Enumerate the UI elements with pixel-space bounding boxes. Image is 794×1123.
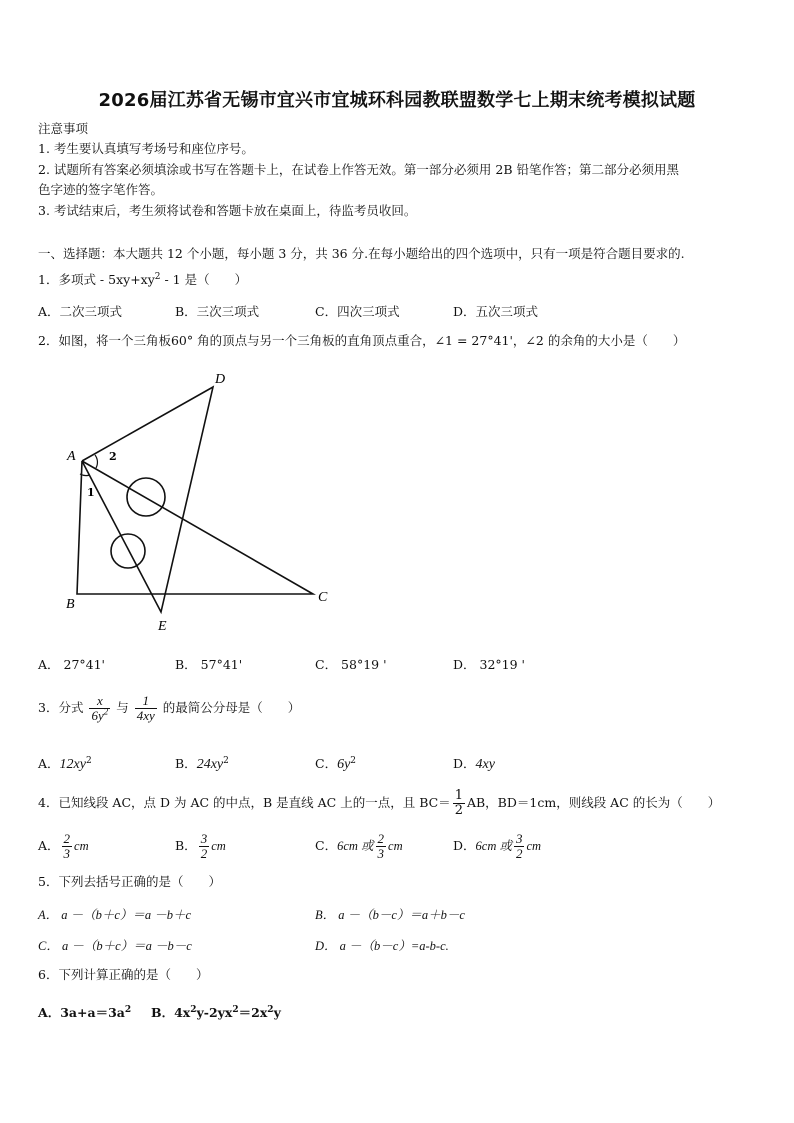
q2-option-d: D． 32°19 '	[453, 657, 525, 672]
question-number: 4．	[38, 795, 59, 810]
q5-option-b: B． a －（b－c）＝a＋b－c	[315, 908, 465, 922]
q1-option-b: B．三次三项式	[175, 304, 260, 319]
label-a: A	[67, 449, 76, 464]
label-b: B	[66, 597, 75, 612]
question-number: 3．	[38, 700, 59, 715]
fraction-1-over-4xy: $\frac{1}{4xy}$	[136, 693, 155, 723]
q4-option-b: B． $\frac{3}{2}$ cm	[175, 831, 226, 861]
question-6-stem: 6．下列计算正确的是（ ）	[38, 967, 209, 982]
label-d: D	[215, 372, 226, 387]
q4-option-a: A． $\frac{2}{3}$ cm	[38, 831, 89, 861]
question-1-stem: 1．多项式 - $5xy+xy^2 - 1$ 是（ ）	[38, 271, 248, 287]
angle-1-label: 1	[87, 486, 95, 499]
section-heading: 一、选择题：本大题共 12 个小题，每小题 3 分，共 36 分.在每小题给出的四个选项中，只有一项是符合题目要求的.	[38, 246, 685, 261]
q1-option-c: C．四次三项式	[315, 304, 400, 319]
q2-option-b: B． 57°41'	[175, 657, 243, 672]
q2-option-a: A． 27°41'	[38, 657, 105, 672]
question-number: 6．	[38, 967, 59, 982]
q4-option-c: C．6cm 或 $\frac{2}{3}$ cm	[315, 831, 403, 861]
q3-option-a: A．$12xy^2$	[38, 755, 92, 772]
question-number: 1．	[38, 272, 59, 287]
q3-option-d: D．4xy	[453, 756, 495, 772]
question-3-stem: 3．分式 $\frac{x}{6y^2}$ 与 $\frac{1}{4xy}$ 的最简公分母是（ ）	[38, 693, 301, 723]
q6-option-a: A．$3a+a=3a^2$	[38, 1004, 132, 1020]
q1-option-d: D．五次三项式	[453, 304, 539, 319]
q6-option-b: B．$4x^2y-2yx^2=2x^2y$	[151, 1004, 281, 1020]
notice-item: 色字迹的签字笔作答。	[38, 182, 164, 197]
question-number: 2．	[38, 333, 59, 348]
fraction-x-over-6y2: $\frac{x}{6y^2}$	[91, 693, 109, 723]
q5-option-a: A． a －（b＋c）＝a －b＋c	[38, 908, 192, 922]
q3-option-b: B．$24xy^2$	[175, 755, 229, 772]
notice-item: 3. 考试结束后，考生须将试卷和答题卡放在桌面上，待监考员收回。	[38, 203, 417, 218]
q4-option-d: D．6cm 或 $\frac{3}{2}$ cm	[453, 831, 542, 861]
q5-option-d: D． a －（b－c）=a-b-c.	[315, 939, 449, 953]
notice-item: 2. 试题所有答案必须填涂或书写在答题卡上，在试卷上作答无效。第一部分必须用 2B 铅笔作答；第二部分必须用黑	[38, 162, 679, 177]
q2-option-c: C． 58°19 '	[315, 657, 387, 672]
question-2-stem: 2．如图，将一个三角板60° 角的顶点与另一个三角板的直角顶点重合，∠1 = 27°41'，∠2 的余角的大小是（ ）	[38, 333, 686, 348]
label-e: E	[158, 619, 167, 634]
question-4-stem: 4．已知线段 AC，点 D 为 AC 的中点，B 是直线 AC 上的一点，且 BC＝ $\frac{1}{2}$ AB，BD＝1cm，则线段 AC 的长为（ ）	[38, 788, 721, 818]
question-number: 5．	[38, 874, 59, 889]
fraction-one-half: $\frac{1}{2}$	[454, 788, 463, 818]
q5-option-c: C． a －（b＋c）＝a －b－c	[38, 939, 192, 953]
question-5-stem: 5．下列去括号正确的是（ ）	[38, 874, 221, 889]
notice-heading: 注意事项	[38, 121, 89, 136]
angle-2-label: 2	[109, 450, 117, 463]
page-title: 2026届江苏省无锡市宜兴市宜城环科园教联盟数学七上期末统考模拟试题	[98, 90, 696, 111]
label-c: C	[318, 590, 328, 605]
q1-option-a: A．二次三项式	[38, 304, 123, 319]
triangle-figure	[55, 368, 345, 636]
notice-item: 1. 考生要认真填写考场号和座位序号。	[38, 141, 254, 156]
q3-option-c: C．$6y^2$	[315, 755, 357, 772]
